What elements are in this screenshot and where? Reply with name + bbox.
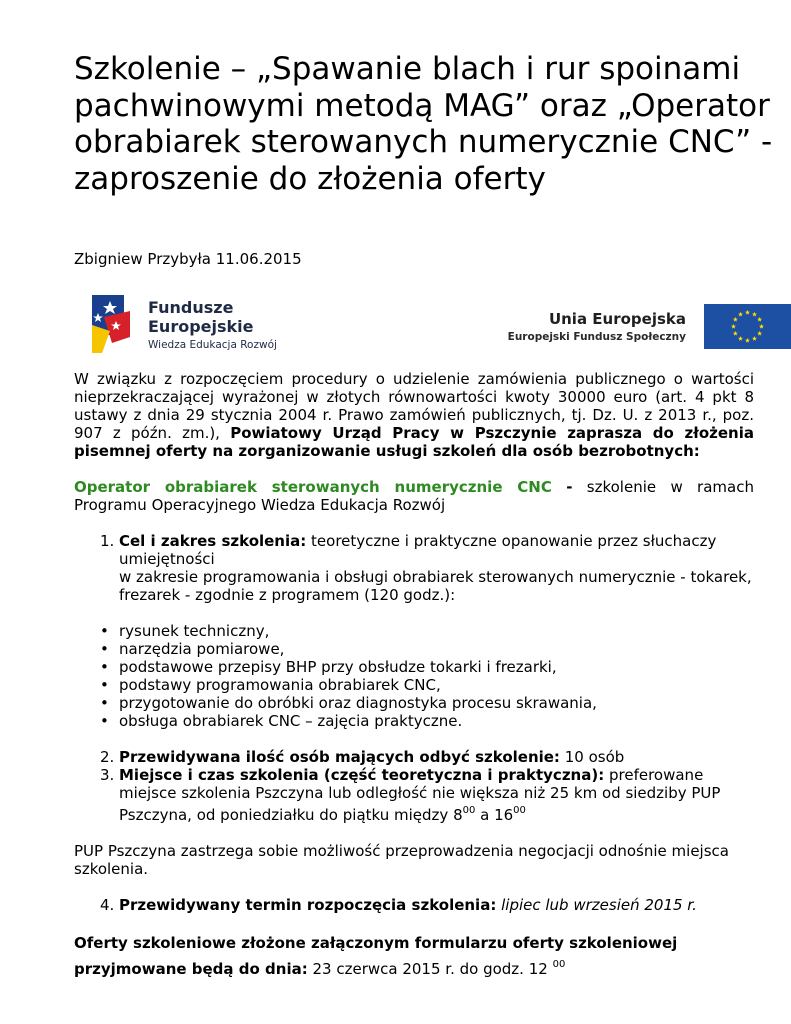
list-item [74, 766, 754, 824]
deadline-label: Oferty szkoleniowe złożone załączonym formularzu oferty szkoleniowej przyjmowane będą do dnia: [74, 934, 678, 978]
bullet-icon: • [100, 676, 109, 694]
document-body [74, 370, 754, 980]
item3-text: preferowane miejsce szkolenia Pszczyna lub odległość nie większa niż 25 km od siedziby PUP Pszczyna, od poniedziałku do piątku między 8 [119, 766, 721, 824]
ue-fund: Europejski Fundusz Społeczny [507, 331, 686, 343]
unia-europejska-logo [500, 310, 686, 343]
item2-label: Przewidywana ilość osób mających odbyć szkolenie: [119, 748, 560, 766]
section-4 [74, 896, 754, 914]
deadline-paragraph [74, 932, 754, 980]
item-number: 2. [100, 748, 115, 766]
page-title: Szkolenie – „Spawanie blach i rur spoinami pachwinowymi metodą MAG” oraz „Operator obrabiarek sterowanych numerycznie CNC” - zaproszenie do złożenia oferty [74, 51, 773, 197]
bullet-icon: • [100, 658, 109, 676]
item3-sup1: 00 [462, 805, 476, 816]
list-item [74, 532, 754, 604]
intro-bold: Powiatowy Urząd Pracy w Pszczynie zaprasza do złożenia pisemnej oferty na zorganizowanie usługi szkoleń dla osób bezrobotnych: [74, 424, 754, 460]
bullet-item: • podstawowe przepisy BHP przy obsłudze tokarki i frezarki, [100, 658, 557, 676]
item3-sup2: 00 [513, 805, 526, 816]
item1-label: Cel i zakres szkolenia: [119, 532, 307, 550]
item3-mid: a 16 [480, 806, 514, 824]
bullet-list [74, 622, 754, 730]
fundusze-europejskie-logo [90, 291, 320, 357]
intro-paragraph [74, 370, 754, 460]
item1-text1: teoretyczne i praktyczne opanowanie przez słuchaczy umiejętności [119, 532, 717, 568]
section-2-3 [74, 748, 754, 824]
bullet-icon: • [100, 694, 109, 712]
eu-flag-icon [704, 304, 791, 349]
deadline-sup: 00 [552, 959, 566, 970]
training-dash: - [566, 478, 573, 496]
author-date: Zbigniew Przybyła 11.06.2015 [74, 250, 302, 268]
negotiation-note: PUP Pszczyna zastrzega sobie możliwość przeprowadzenia negocjacji odnośnie miejsca szkolenia. [74, 842, 729, 878]
item-number: 4. [100, 896, 115, 914]
item4-value: lipiec lub wrzesień 2015 r. [501, 896, 697, 914]
deadline-value: 23 czerwca 2015 r. do godz. 12 [312, 960, 548, 978]
bullet-item: • podstawy programowania obrabiarek CNC, [100, 676, 441, 694]
intro-text: W związku z rozpoczęciem procedury o udzielenie zamówienia publicznego o wartości nieprzekraczającej wyrażonej w złotych równowartości kwoty 30000 euro (art. 4 pkt 8 ustawy z dnia 29 stycznia 2004 r. Prawo zamówień publicznych, tj. Dz. U. z 2013 r., poz. 907 z późn. zm.), [74, 370, 754, 442]
item-number: 3. [100, 766, 115, 784]
bullet-icon: • [100, 640, 109, 658]
training-paragraph [74, 478, 754, 514]
bullet-item: • obsługa obrabiarek CNC – zajęcia praktyczne. [100, 712, 463, 730]
item1-text2: w zakresie programowania i obsługi obrabiarek sterowanych numerycznie - tokarek, frezarek - zgodnie z programem (120 godz.): [119, 568, 752, 604]
item4-label: Przewidywany termin rozpoczęcia szkolenia: [119, 896, 497, 914]
training-desc: szkolenie w ramach Programu Operacyjnego Wiedza Edukacja Rozwój [74, 478, 754, 514]
item-number: 1. [100, 532, 115, 550]
fe-line3: Wiedza Edukacja Rozwój [148, 339, 277, 351]
bullet-icon: • [100, 712, 109, 730]
list-item [74, 748, 754, 766]
bullet-item: • narzędzia pomiarowe, [100, 640, 285, 658]
training-name: Operator obrabiarek sterowanych numerycznie CNC [74, 478, 552, 496]
item3-label: Miejsce i czas szkolenia (część teoretyczna i praktyczna): [119, 766, 605, 784]
bullet-item: • rysunek techniczny, [100, 622, 270, 640]
section-1 [74, 532, 754, 604]
list-item [74, 896, 754, 914]
fe-line1: Fundusze [148, 298, 234, 317]
ue-name: Unia Europejska [548, 310, 686, 328]
bullet-icon: • [100, 622, 109, 640]
fe-stars-icon [92, 295, 130, 353]
item2-value: 10 osób [564, 748, 625, 766]
fe-line2: Europejskie [148, 317, 254, 336]
bullet-item: • przygotowanie do obróbki oraz diagnostyka procesu skrawania, [100, 694, 597, 712]
